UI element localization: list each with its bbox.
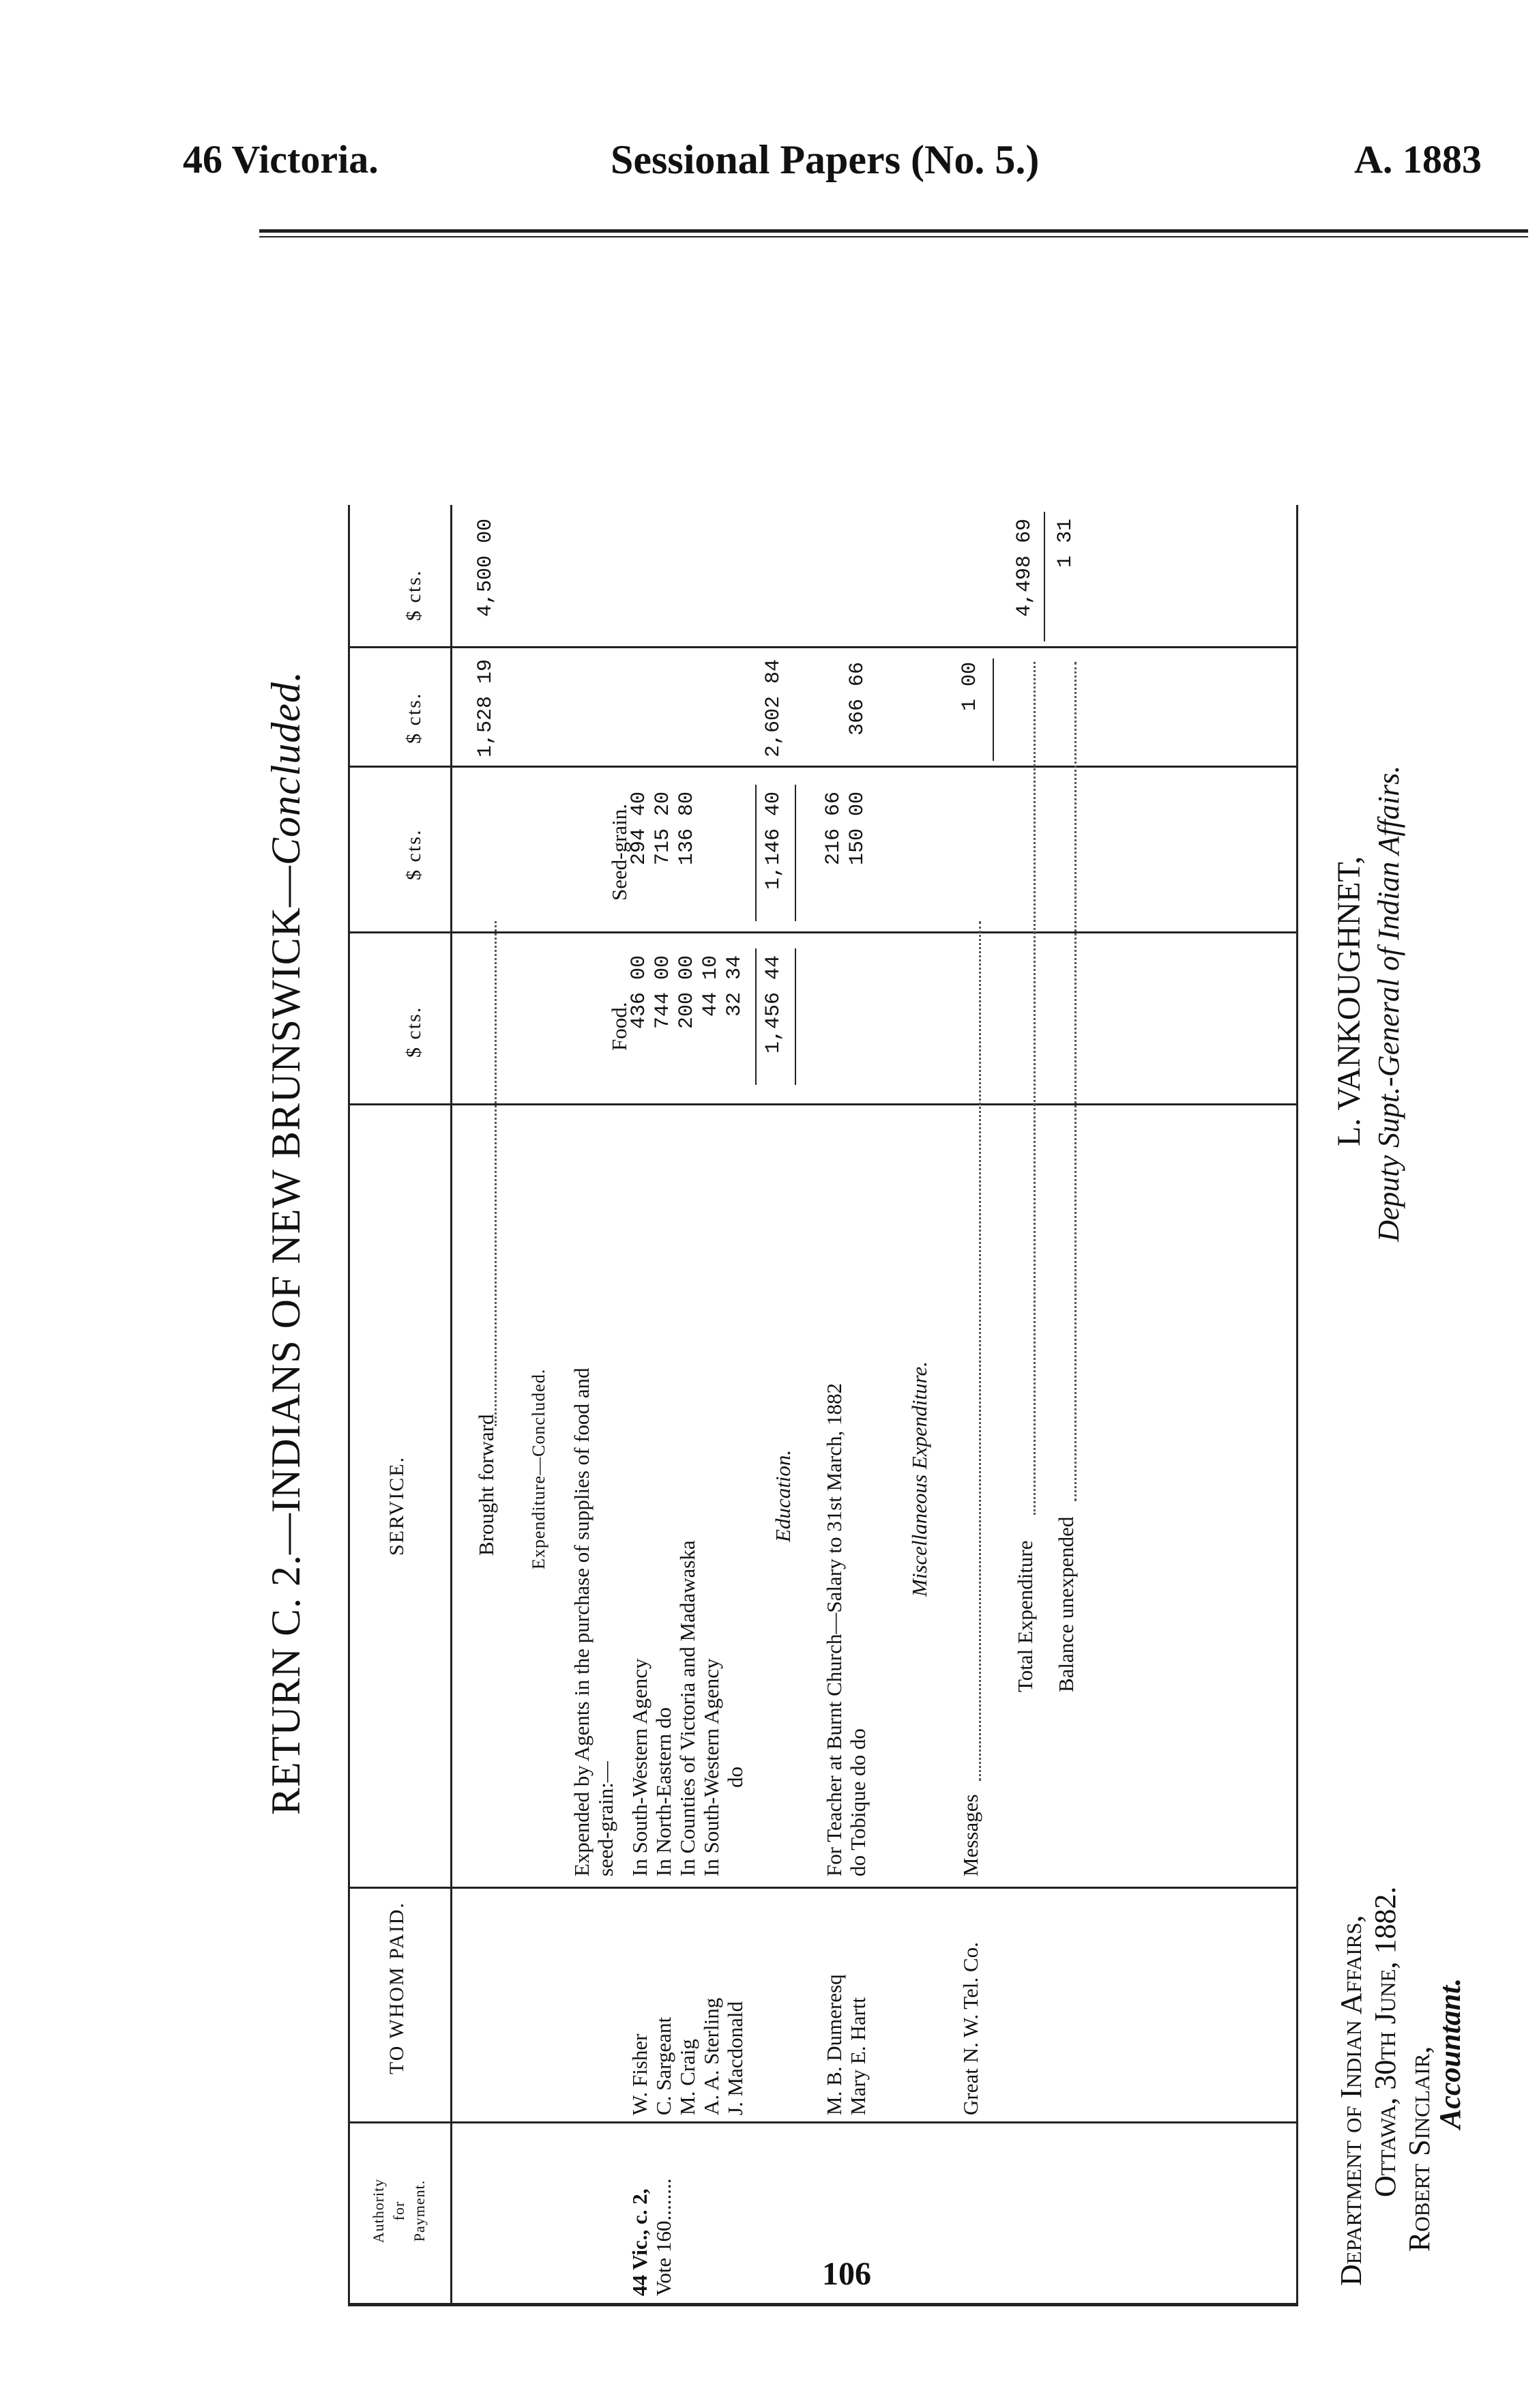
footer-ottawa: Ottawa, 30th June, 1882.	[1368, 1886, 1402, 2197]
money-header-4: $ cts.	[402, 1006, 425, 1058]
education-amount: 216 66	[822, 792, 845, 866]
agent-payee: W. Fisher	[628, 2033, 652, 2115]
agent-seed: 294 40	[628, 792, 651, 866]
money-header-1: $ cts.	[402, 569, 425, 621]
misc-payee: Great N. W. Tel. Co.	[958, 1942, 982, 2115]
total-rule	[1044, 512, 1045, 641]
agents-intro-1: Expended by Agents in the purchase of supplies of food and	[570, 1367, 594, 1876]
leader-dots	[495, 921, 497, 1426]
seed-subtotal-rule	[755, 785, 757, 921]
col-divider-5	[348, 766, 1298, 768]
agent-service: In North-Eastern do	[652, 1707, 675, 1876]
agent-service: In Counties of Victoria and Madawaska	[675, 1540, 699, 1876]
total-expenditure-label: Total Expenditure	[1013, 1540, 1037, 1692]
agent-food: 744 00	[652, 955, 675, 1030]
money-header-2: $ cts.	[402, 692, 425, 744]
agent-service: In South-Western Agency	[628, 1658, 652, 1876]
table-left-rule	[348, 2303, 1298, 2306]
education-amount: 150 00	[846, 792, 869, 866]
table-title: RETURN C. 2.—INDIANS OF NEW BRUNSWICK—Concluded.	[263, 671, 308, 1815]
authority-header: Authority for Payment.	[370, 2178, 428, 2244]
footer-department: Department of Indian Affairs,	[1334, 1915, 1368, 2286]
signature-title: Deputy Supt.-General of Indian Affairs.	[1372, 765, 1405, 1242]
seed-total-rule	[795, 785, 796, 921]
page-number: 106	[822, 2256, 871, 2292]
misc-heading: Miscellaneous Expenditure.	[907, 1361, 931, 1597]
agent-food: 200 00	[675, 955, 699, 1030]
table-top-rule	[348, 505, 350, 2306]
agent-payee: M. Craig	[675, 2039, 699, 2115]
to-whom-header: TO WHOM PAID.	[385, 1902, 408, 2074]
expenditure-heading: Expenditure—Concluded.	[529, 1368, 548, 1569]
seed-total: 1,146 40	[762, 792, 785, 890]
misc-amount: 1 00	[958, 662, 982, 712]
education-service: For Teacher at Burnt Church—Salary to 31st March, 1882	[822, 1382, 846, 1876]
agent-food: 436 00	[628, 955, 651, 1030]
money-header-3: $ cts.	[402, 828, 425, 880]
header-rule	[259, 229, 1528, 233]
header-bottom-rule	[450, 505, 452, 2306]
agent-service: do	[723, 1767, 747, 1788]
agent-food: 32 34	[723, 955, 746, 1017]
food-total-rule	[795, 948, 796, 1085]
misc-service: Messages	[958, 1794, 982, 1876]
rotated-page	[249, 287, 1467, 2306]
agent-payee: J. Macdonald	[723, 2001, 747, 2115]
brought-forward-label: Brought forward	[474, 1414, 498, 1556]
balance-amount: 1 31	[1054, 519, 1077, 568]
col-divider-1	[348, 2121, 1298, 2123]
brought-forward-col2: 1,528 19	[474, 658, 497, 757]
running-head-right: A. 1883	[1354, 137, 1482, 182]
balance-label: Balance unexpended	[1054, 1516, 1078, 1692]
col-divider-6	[348, 646, 1298, 648]
leader-dots	[1034, 662, 1036, 1515]
total-expenditure-amount: 4,498 69	[1013, 519, 1036, 618]
signature-name: L. VANKOUGHNET,	[1331, 856, 1367, 1146]
agent-payee: A. A. Sterling	[699, 1997, 723, 2115]
col-divider-3	[348, 1103, 1298, 1105]
education-total: 366 66	[846, 662, 869, 736]
col-divider-4	[348, 931, 1298, 933]
education-service: do Tobique do do	[846, 1728, 870, 1876]
table-bottom-rule	[1296, 505, 1298, 2306]
service-header: SERVICE.	[385, 1455, 408, 1556]
brought-forward-col1: 4,500 00	[474, 519, 497, 618]
agent-food: 44 10	[699, 955, 722, 1017]
leader-dots	[1074, 662, 1077, 1501]
seed-header: Seed-grain.	[607, 803, 631, 901]
authority-line-1: 44 Vic., c. 2,	[628, 2188, 652, 2296]
running-head-center: Sessional Papers (No. 5.)	[611, 137, 1040, 182]
misc-rule	[993, 658, 994, 761]
agents-intro-2: seed-grain:—	[594, 1761, 617, 1876]
food-subtotal-rule	[755, 948, 757, 1085]
footer-accountant-name: Robert Sinclair,	[1403, 2046, 1436, 2252]
education-heading: Education.	[771, 1449, 795, 1542]
education-payee: M. B. Dumeresq	[822, 1974, 846, 2115]
food-total: 1,456 44	[762, 955, 785, 1054]
leader-dots	[979, 921, 981, 1781]
agent-payee: C. Sargeant	[652, 2016, 675, 2115]
running-head-left: 46 Victoria.	[183, 137, 379, 182]
education-payee: Mary E. Hartt	[846, 1997, 870, 2115]
agent-service: In South-Western Agency	[699, 1658, 723, 1876]
header-rule-thin	[259, 236, 1528, 237]
authority-line-2: Vote 160........	[652, 2178, 675, 2296]
footer-accountant-title: Accountant.	[1433, 1977, 1467, 2129]
col-divider-2	[348, 1887, 1298, 1889]
agent-seed: 715 20	[652, 792, 675, 866]
agents-total: 2,602 84	[762, 658, 785, 757]
food-header: Food.	[607, 1002, 631, 1051]
agent-seed: 136 80	[675, 792, 699, 866]
